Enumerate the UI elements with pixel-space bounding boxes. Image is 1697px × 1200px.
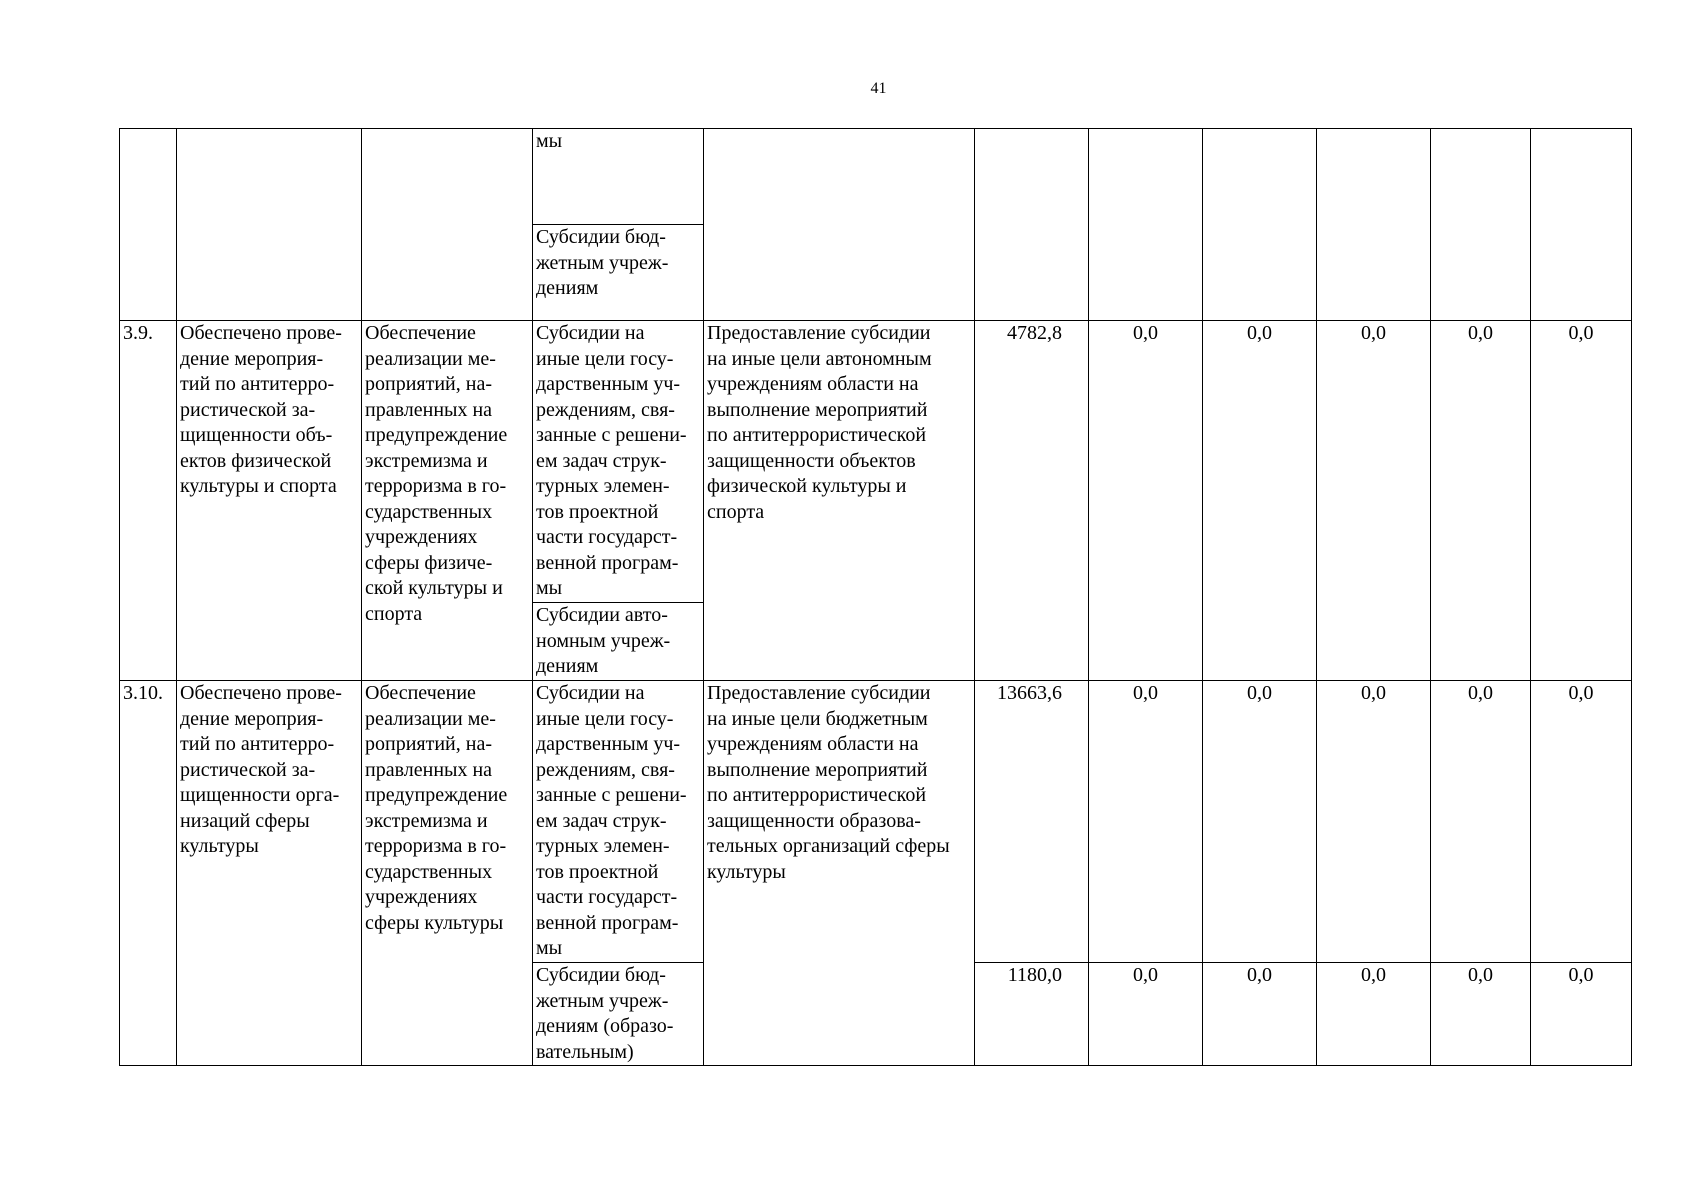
cell-value: 0,0 [1317,681,1431,963]
cell-result [177,129,362,321]
cell-value: 0,0 [1317,963,1431,1066]
text-line: выполнение мероприятий [707,758,928,781]
text-line: тий по антитерро- [180,733,335,755]
text-line: реждениям, свя- [536,758,675,781]
text-line: Обеспечение [365,322,476,344]
table-row [120,681,1632,963]
cell-value: 4782,8 [975,321,1089,681]
text-line: низаций сферы [180,809,310,832]
cell-value: 13663,6 [975,681,1089,963]
cell-value: 0,0 [1531,681,1632,963]
text-line: сферы физиче- [365,551,493,574]
text-line: Предоставление субсидии [707,322,931,344]
text-line: ем задач струк- [536,809,667,832]
source-line: Субсидии бюд- [536,226,666,248]
text-line: занные с решени- [536,784,687,806]
text-line: венной програм- [536,551,679,574]
text-line: номным учреж- [536,629,671,652]
cell-source [533,963,704,1066]
text-line: сударственных [365,860,493,883]
text-line: учреждениях [365,526,478,548]
text-line: Обеспечено прове- [180,322,342,344]
text-line: роприятий, на- [365,733,492,755]
text-line: правленных на [365,398,493,421]
text-line: щищенности объ- [180,424,333,446]
cell-value: 0,0 [1531,321,1632,681]
text-line: защищенности образова- [707,809,921,832]
text-line: терроризма в го- [365,475,507,497]
cell-value: 0,0 [1431,321,1531,681]
table-row [120,129,1632,225]
text-line: тий по антитерро- [180,373,335,395]
text-line: дение мероприя- [180,707,324,730]
cell-no: 3.9. [120,321,177,681]
cell-description [704,681,975,1066]
text-line: выполнение мероприятий [707,398,928,421]
text-line: турных элемен- [536,835,670,857]
budget-table [119,128,1632,1066]
text-line: роприятий, на- [365,373,492,395]
text-line: спорта [707,500,765,523]
cell-source [533,603,704,681]
cell-description [704,129,975,321]
cell-value [1089,129,1203,321]
text-line: ектов физической [180,449,332,472]
text-line: части государст- [536,526,678,548]
cell-value: 1180,0 [975,963,1089,1066]
source-line: жетным учреж- [536,251,669,274]
cell-value: 0,0 [1203,321,1317,681]
cell-activity [362,321,533,681]
text-line: вательным) [536,1040,634,1063]
cell-value: 0,0 [1531,963,1632,1066]
text-line: Субсидии бюд- [536,964,666,986]
text-line: ем задач струк- [536,449,667,472]
cell-value [975,129,1089,321]
text-line: реждениям, свя- [536,398,675,421]
cell-value: 0,0 [1203,681,1317,963]
text-line: иные цели госу- [536,707,674,730]
text-line: дарственным уч- [536,373,681,395]
text-line: дениям [536,655,599,677]
text-line: дениям (образо- [536,1015,674,1037]
text-line: терроризма в го- [365,835,507,857]
cell-source [533,321,704,603]
source-line: мы [536,130,563,152]
page-number: 41 [870,80,887,97]
text-line: сферы культуры [365,911,504,934]
text-line: мы [536,937,563,959]
text-line: щищенности орга- [180,784,340,806]
text-line: по антитеррористической [707,424,927,446]
text-line: реализации ме- [365,347,496,370]
cell-no: 3.10. [120,681,177,1066]
cell-no [120,129,177,321]
text-line: правленных на [365,758,493,781]
cell-activity [362,129,533,321]
text-line: культуры и спорта [180,475,337,497]
cell-value: 0,0 [1431,963,1531,1066]
text-line: Обеспечение [365,682,476,704]
cell-source [533,681,704,963]
text-line: по антитеррористической [707,784,927,806]
text-line: учреждениях [365,886,478,908]
table-row [120,321,1632,603]
text-line: физической культуры и [707,475,907,497]
text-line: дение мероприя- [180,347,324,370]
cell-value [1203,129,1317,321]
cell-value: 0,0 [1317,321,1431,681]
cell-value: 0,0 [1203,963,1317,1066]
text-line: Предоставление субсидии [707,682,931,704]
text-line: венной програм- [536,911,679,934]
text-line: турных элемен- [536,475,670,497]
text-line: спорта [365,602,423,625]
text-line: на иные цели бюджетным [707,707,928,730]
text-line: дарственным уч- [536,733,681,755]
text-line: тов проектной [536,500,659,523]
text-line: сударственных [365,500,493,523]
cell-source [533,129,704,225]
text-line: иные цели госу- [536,347,674,370]
text-line: занные с решени- [536,424,687,446]
text-line: предупреждение [365,784,508,806]
text-line: Обеспечено прове- [180,682,342,704]
text-line: тов проектной [536,860,659,883]
cell-result [177,321,362,681]
cell-value [1531,129,1632,321]
text-line: ристической за- [180,758,316,781]
text-line: тельных организаций сферы [707,835,950,857]
cell-value [1431,129,1531,321]
cell-value: 0,0 [1089,321,1203,681]
cell-source [533,225,704,321]
text-line: Субсидии на [536,322,645,344]
text-line: ской культуры и [365,577,503,599]
text-line: ристической за- [180,398,316,421]
text-line: культуры [707,860,786,883]
cell-value: 0,0 [1431,681,1531,963]
text-line: предупреждение [365,424,508,446]
cell-result [177,681,362,1066]
text-line: части государст- [536,886,678,908]
text-line: учреждениям области на [707,733,919,755]
cell-value: 0,0 [1089,963,1203,1066]
text-line: культуры [180,835,259,857]
text-line: учреждениям области на [707,373,919,395]
text-line: на иные цели автономным [707,347,932,370]
cell-value: 0,0 [1089,681,1203,963]
text-line: мы [536,577,563,599]
text-line: жетным учреж- [536,989,669,1012]
text-line: Субсидии авто- [536,604,668,626]
text-line: Субсидии на [536,682,645,704]
cell-description [704,321,975,681]
text-line: экстремизма и [365,449,488,472]
cell-activity [362,681,533,1066]
cell-value [1317,129,1431,321]
text-line: экстремизма и [365,809,488,832]
source-line: дениям [536,277,599,299]
text-line: защищенности объектов [707,449,916,472]
text-line: реализации ме- [365,707,496,730]
